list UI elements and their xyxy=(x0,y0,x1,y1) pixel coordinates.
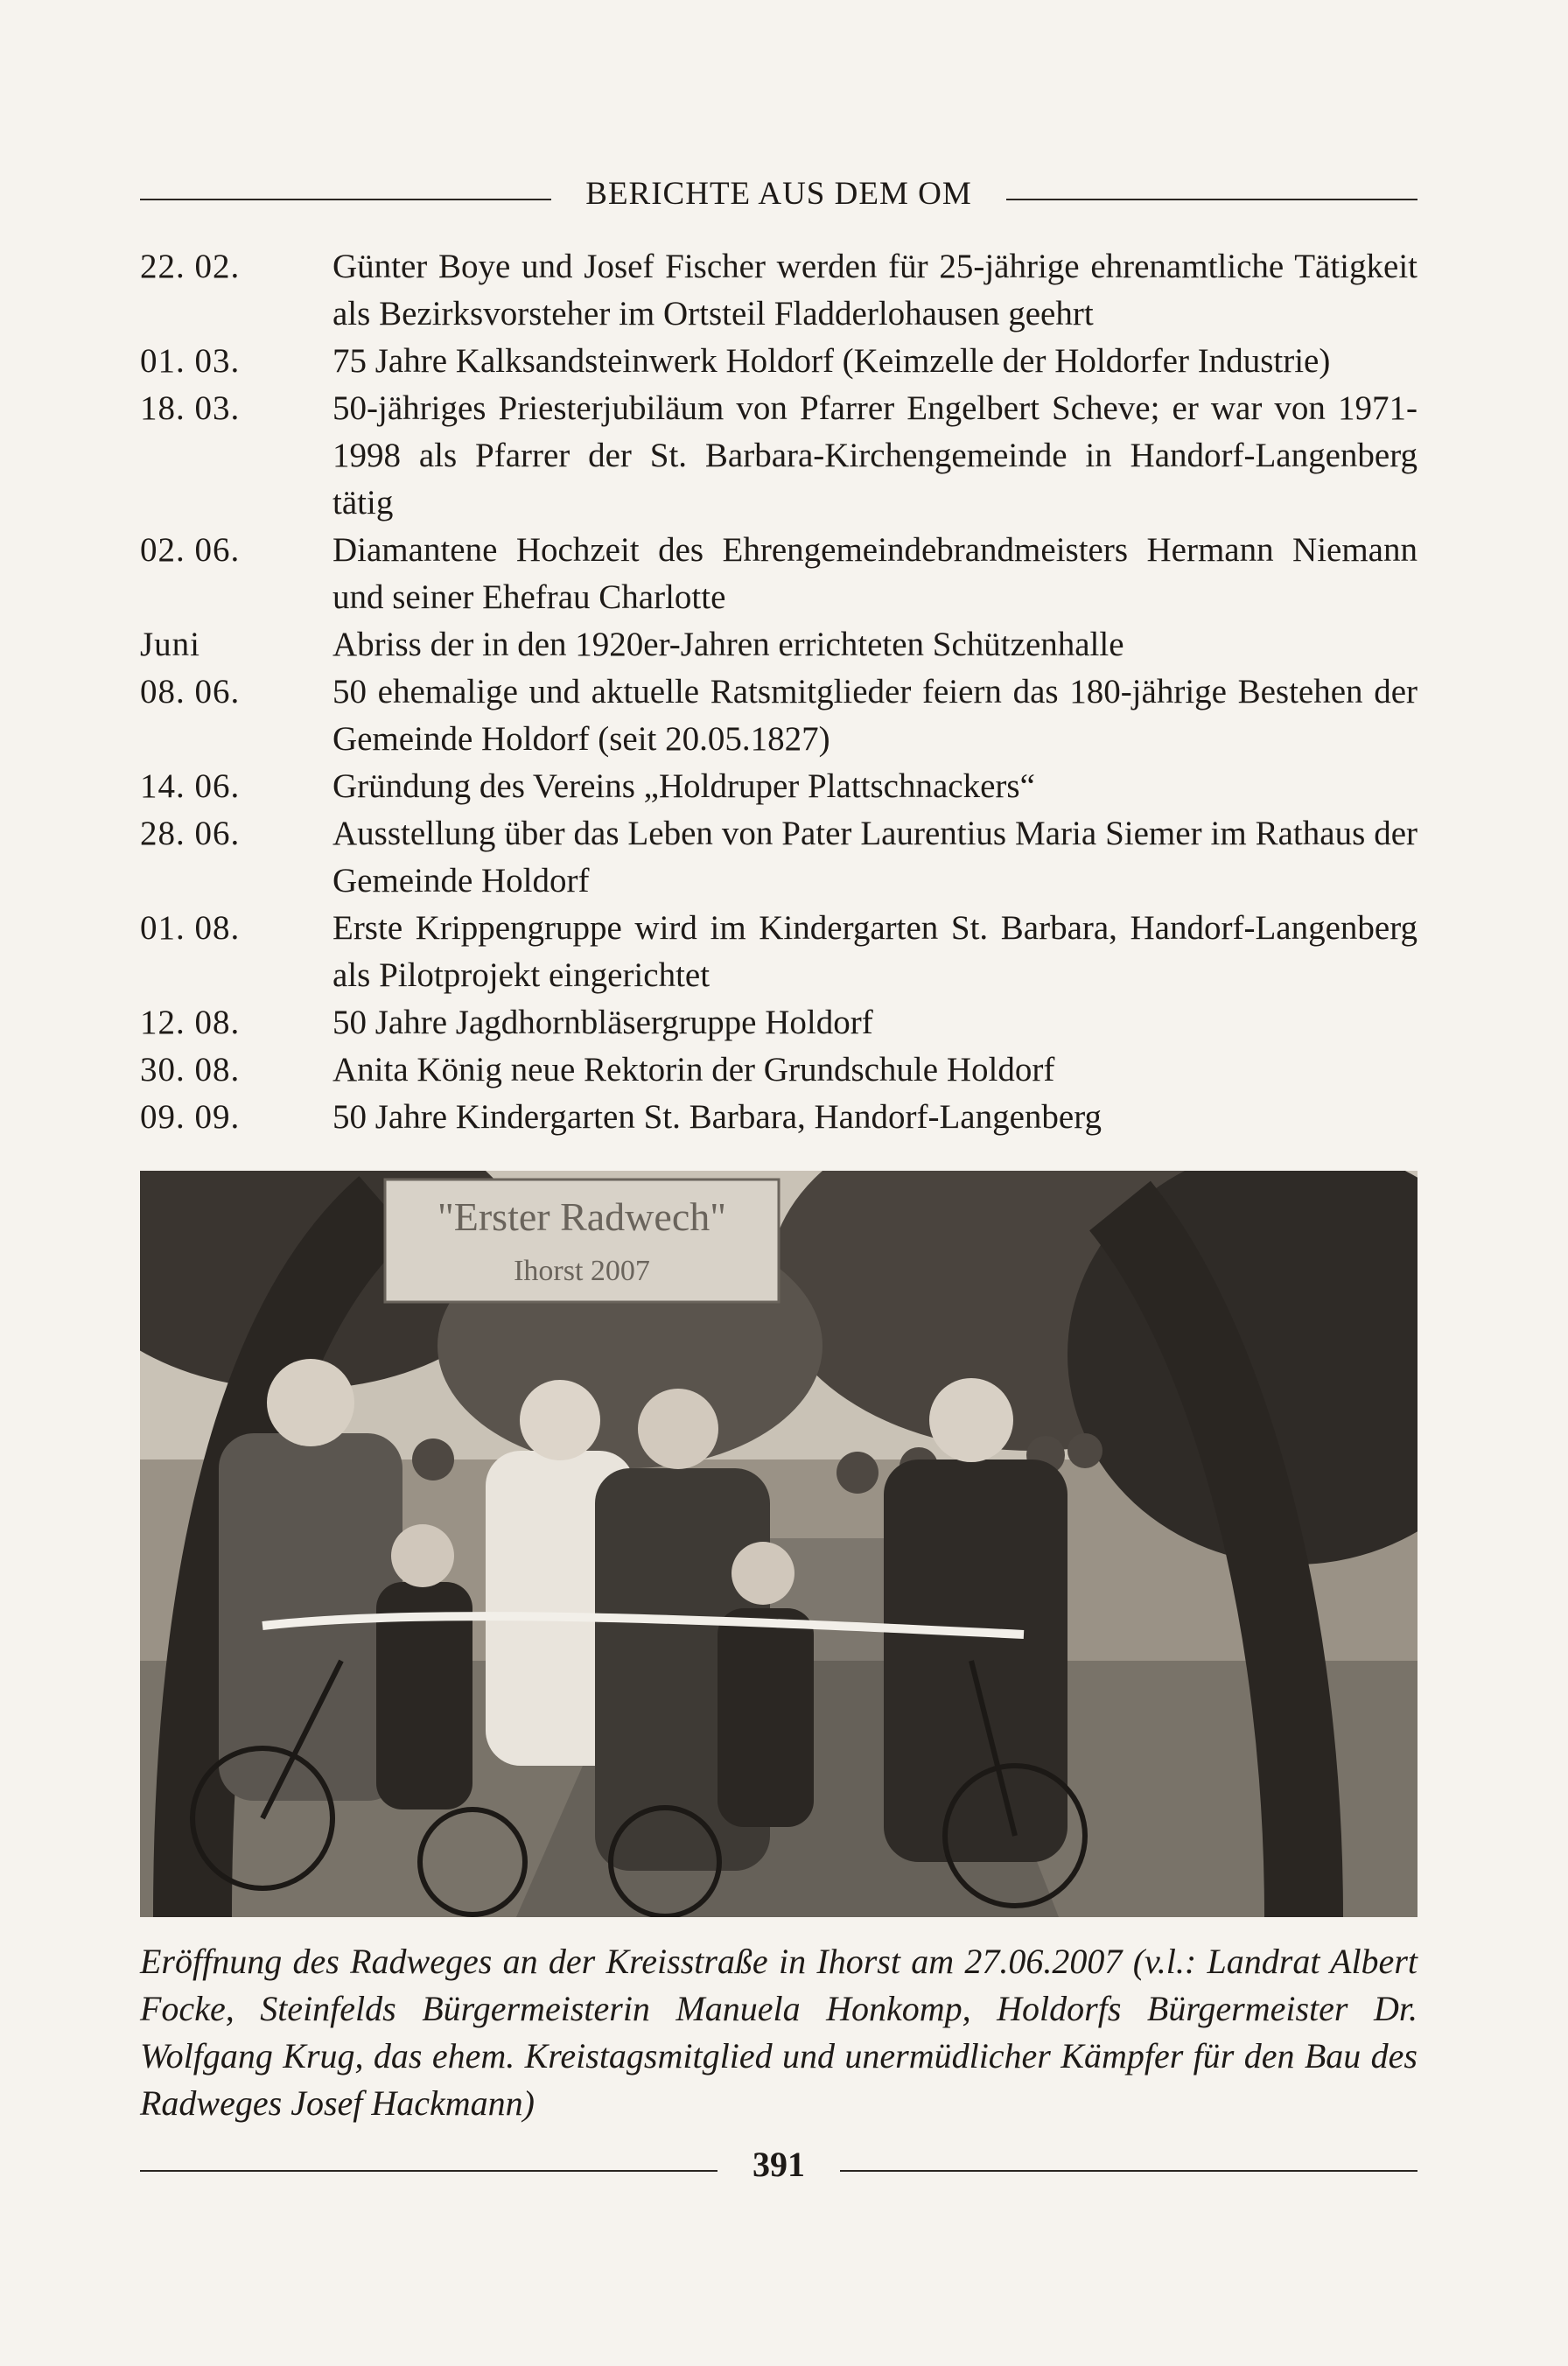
header-rule-right xyxy=(1006,199,1418,200)
entry-text: 50 Jahre Kindergarten St. Barbara, Handorf-Langenberg xyxy=(332,1098,1102,1136)
entry-date: 18. 03. xyxy=(140,389,241,427)
ribbon-cutting-photo xyxy=(140,1171,1418,1917)
entry-date: 02. 06. xyxy=(140,531,241,569)
entry-text: 50-jähriges Priesterjubiläum von Pfarrer Engelbert Scheve; er war von 1971-1998 als Pfarrer der St. Barbara-Kirchengemeinde in Handorf-Langenberg tätig xyxy=(332,389,1418,522)
banner-title: "Erster Radwech" xyxy=(437,1194,727,1239)
entry-text: Günter Boye und Josef Fischer werden für 25-jährige ehrenamtliche Tätigkeit als Bezirksvorsteher im Ortsteil Fladderlohausen geehrt xyxy=(332,248,1418,332)
chronicle-entry xyxy=(140,1046,1418,1094)
entry-text: Erste Krippengruppe wird im Kindergarten St. Barbara, Handorf-Langenberg als Pilotprojekt eingerichtet xyxy=(332,909,1418,994)
entry-date: 30. 08. xyxy=(140,1051,241,1088)
entry-date: 14. 06. xyxy=(140,767,241,805)
page-number: 391 xyxy=(752,2145,805,2184)
banner-subtitle: Ihorst 2007 xyxy=(514,1255,650,1287)
page-footer xyxy=(140,2144,1418,2196)
chronicle-entry xyxy=(140,905,1418,999)
photo-caption: Eröffnung des Radweges an der Kreisstraße in Ihorst am 27.06.2007 (v.l.: Landrat Albert Focke, Steinfelds Bürgermeisterin Manuela Honkomp, Holdorfs Bürgermeister Dr. Wolfgang Krug, das ehem. Kreistagsmitglied und unermüdlicher Kämpfer für den Bau des Radweges Josef Hackmann) xyxy=(140,1942,1418,2123)
entry-text: Ausstellung über das Leben von Pater Laurentius Maria Siemer im Rathaus der Gemeinde Holdorf xyxy=(332,815,1418,900)
chronicle-entry xyxy=(140,243,1418,338)
entry-text: 50 ehemalige und aktuelle Ratsmitglieder feiern das 180-jährige Bestehen der Gemeinde Holdorf (seit 20.05.1827) xyxy=(332,673,1418,758)
entry-date: 08. 06. xyxy=(140,673,241,710)
chronicle-entry xyxy=(140,621,1418,668)
chronicle-entry xyxy=(140,527,1418,621)
entry-text: Abriss der in den 1920er-Jahren errichteten Schützenhalle xyxy=(332,626,1124,663)
entry-date: 01. 03. xyxy=(140,342,241,380)
entry-date: 22. 02. xyxy=(140,248,241,285)
entry-date: 28. 06. xyxy=(140,815,241,852)
footer-rule-left xyxy=(140,2170,718,2172)
chronicle-entry xyxy=(140,810,1418,905)
header-title: BERICHTE AUS DEM OM xyxy=(585,176,972,212)
entry-date: Juni xyxy=(140,626,201,663)
running-header xyxy=(140,171,1418,223)
entry-text: Diamantene Hochzeit des Ehrengemeindebrandmeisters Hermann Niemann und seiner Ehefrau Charlotte xyxy=(332,531,1418,616)
chronicle-entry xyxy=(140,668,1418,763)
header-rule-left xyxy=(140,199,551,200)
chronicle-entry xyxy=(140,338,1418,385)
chronicle-entry xyxy=(140,1094,1418,1141)
entry-date: 09. 09. xyxy=(140,1098,241,1136)
chronicle-entry xyxy=(140,999,1418,1046)
entry-text: Anita König neue Rektorin der Grundschule Holdorf xyxy=(332,1051,1055,1088)
entry-date: 01. 08. xyxy=(140,909,241,947)
chronicle-entry xyxy=(140,385,1418,527)
entry-text: 75 Jahre Kalksandsteinwerk Holdorf (Keimzelle der Holdorfer Industrie) xyxy=(332,342,1331,380)
chronicle-list xyxy=(140,243,1418,1141)
entry-text: Gründung des Vereins „Holdruper Plattschnackers“ xyxy=(332,767,1035,805)
banner xyxy=(385,1180,779,1302)
footer-rule-right xyxy=(840,2170,1418,2172)
chronicle-entry xyxy=(140,763,1418,810)
entry-date: 12. 08. xyxy=(140,1004,241,1041)
entry-text: 50 Jahre Jagdhornbläsergruppe Holdorf xyxy=(332,1004,873,1041)
